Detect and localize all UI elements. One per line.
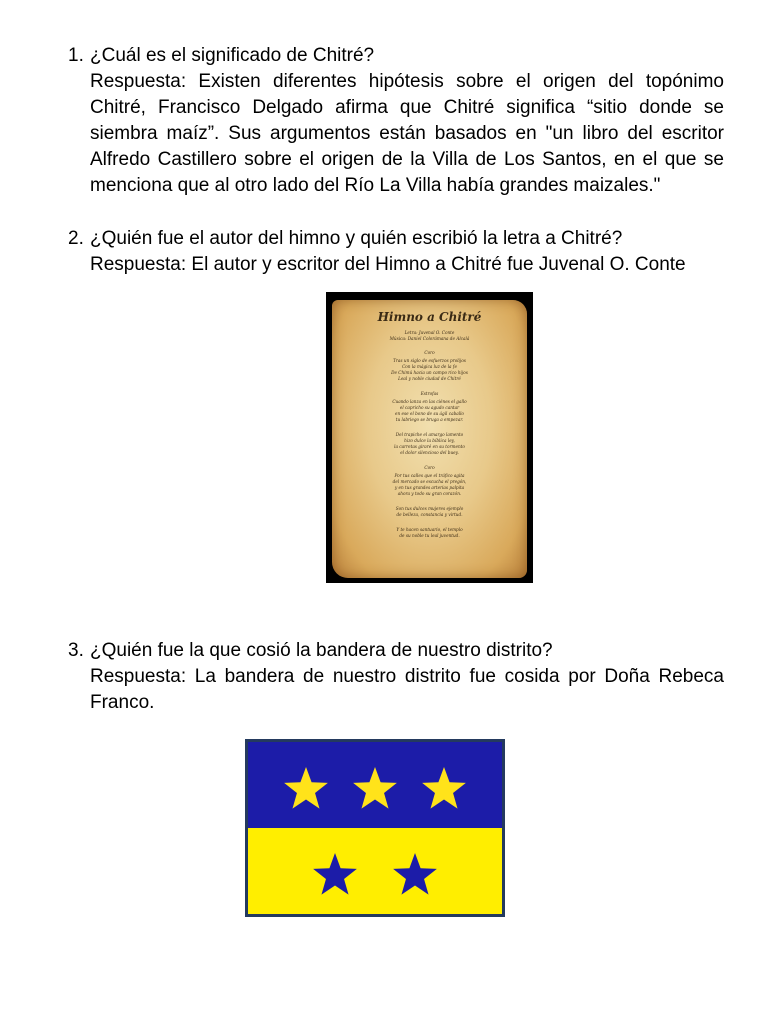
answer-text: Respuesta: El autor y escritor del Himno a Chitré fue Juvenal O. Conte [90, 254, 686, 275]
flag-graphic [248, 742, 502, 914]
anthem-line: hizo dulce la bíblica ley, [404, 438, 455, 443]
anthem-title: Himno a Chitré [377, 310, 482, 324]
anthem-line: el dolor silencioso del buey. [400, 450, 459, 455]
answer-text: Respuesta: Existen diferentes hipótesis sobre el origen del topónimo Chitré, Francisco Delgado afirma que Chitré significa “sitio donde se siembra maíz”. Sus argumentos están basados en "un libro del escritor Alfredo Castillero sobre el origen de la Villa de Los Santos, en el que se menciona que al otro lado del Río La Villa había grandes maizales." [90, 71, 724, 196]
anthem-line: en ese el bono de su ágil caballo [395, 411, 464, 416]
question-number: 2. [68, 228, 84, 249]
question-3 [68, 638, 724, 716]
anthem-line: Leal y noble ciudad de Chitré [398, 376, 461, 381]
anthem-line: Coro [424, 350, 435, 355]
anthem-line: Tras un siglo de esfuerzos prolijos [393, 358, 466, 363]
question-1 [68, 43, 724, 199]
anthem-line: Cuando lanza en las ciénes el gallo [392, 399, 467, 404]
anthem-line: de belleza, constancia y virtud. [396, 512, 463, 517]
question-text: ¿Quién fue el autor del himno y quién escribió la letra a Chitré? [90, 228, 623, 249]
anthem-line: del mercado se escucha el pregón, [392, 479, 467, 484]
anthem-line: tu labriego se bruga a empezar. [395, 417, 464, 422]
anthem-line: y en tus grandes arterias palpita [394, 485, 465, 490]
anthem-line: De Chimú hacia un campo rico hijos [391, 370, 468, 375]
question-text: ¿Cuál es el significado de Chitré? [90, 45, 375, 66]
anthem-line: Estrofas [420, 391, 439, 396]
question-number: 3. [68, 640, 84, 661]
anthem-line: Con la mágica luz de la fe [402, 364, 457, 369]
anthem-line: la carretas giraré en su tormento [394, 444, 465, 449]
flag-bottom-band [248, 828, 502, 914]
parchment-scroll [332, 300, 527, 578]
anthem-line: Son tus dulces mujeres ejemplo [395, 506, 464, 511]
anthem-credit: Letra: Juvenal O. Conte [404, 330, 455, 335]
anthem-credit: Música: Daniel Colorámana de Alcalá [389, 336, 470, 341]
anthem-line: Y te hacen santuario, el templo [396, 527, 463, 532]
question-number: 1. [68, 45, 84, 66]
anthem-line: Coro [424, 465, 435, 470]
anthem-line: el capricho su agudo cantar [399, 405, 460, 410]
question-2 [68, 226, 724, 278]
anthem-scroll-image [326, 292, 533, 583]
anthem-line: Por tus calles que el tráfico agita [394, 473, 465, 478]
answer-text: Respuesta: La bandera de nuestro distrito fue cosida por Doña Rebeca Franco. [90, 666, 724, 713]
question-text: ¿Quién fue la que cosió la bandera de nuestro distrito? [90, 640, 553, 661]
anthem-line: Del trapiche el amargo lamento [395, 432, 464, 437]
district-flag-image [245, 739, 505, 917]
anthem-line: de su noble tu leal juventud. [399, 533, 460, 538]
anthem-line: ahora y todo su gran corazón. [397, 491, 462, 496]
